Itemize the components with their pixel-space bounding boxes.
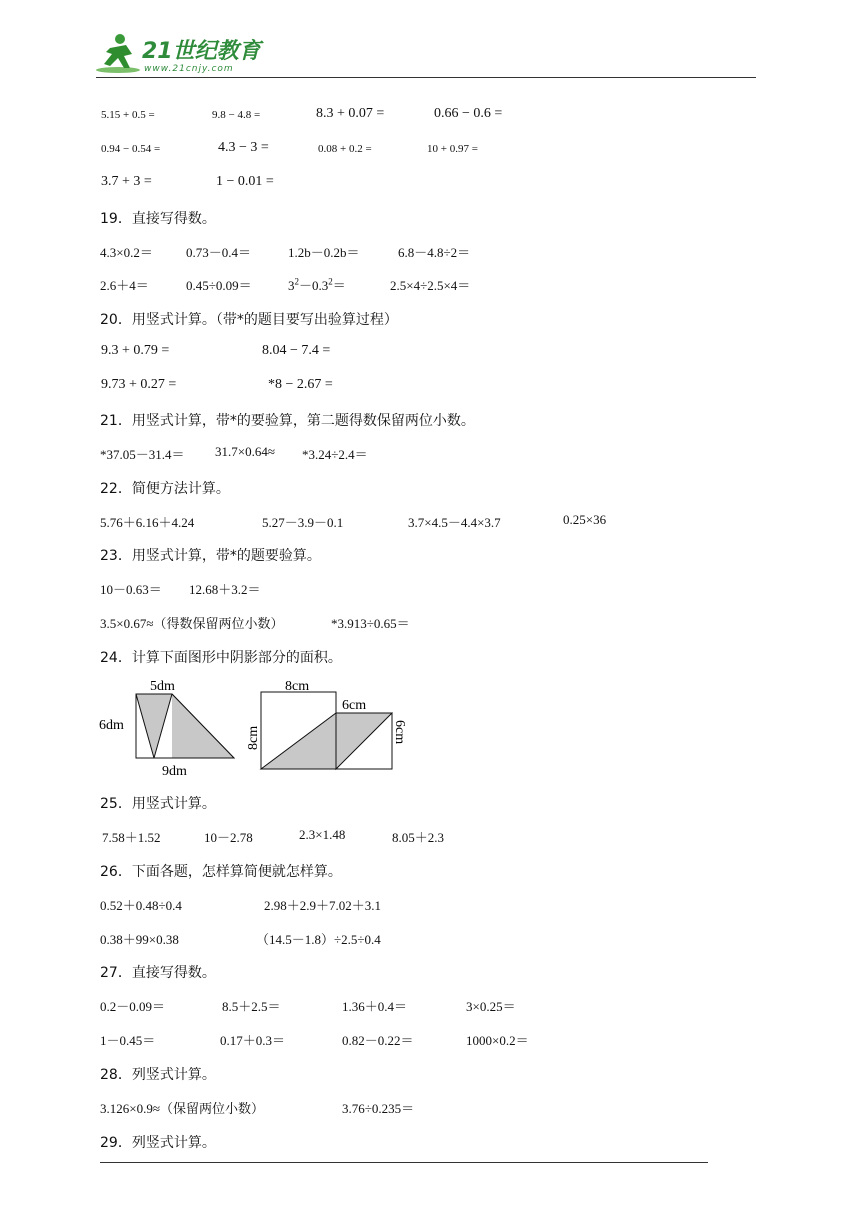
header-rule — [96, 77, 756, 78]
fig2-left-label: 8cm — [246, 725, 261, 750]
calc-item-power: $3^2-0.3^2=$ — [288, 276, 346, 293]
calc-item: 1.2b－0.2b＝ — [288, 245, 360, 260]
calc-item: 2.5×4÷2.5×4＝ — [390, 278, 471, 293]
calc-item: 8.3 + 0.07 = — [316, 106, 385, 121]
calc-item: 0.52＋0.48÷0.4 — [100, 898, 182, 913]
trapezoid-figure — [96, 674, 246, 782]
fig2-inner-label: 6cm — [342, 698, 367, 713]
fig2-top-label: 8cm — [285, 679, 310, 694]
calc-item: 0.94 − 0.54 = — [101, 143, 161, 155]
calc-item: 3.5×0.67≈（得数保留两位小数） — [100, 616, 284, 631]
calc-item: 0.2－0.09＝ — [100, 999, 166, 1014]
calc-item: *8 − 2.67 = — [268, 377, 333, 392]
calc-item: 4.3 − 3 = — [218, 140, 269, 155]
calc-item: 1000×0.2＝ — [466, 1033, 529, 1048]
calc-item: 5.76＋6.16＋4.24 — [100, 515, 195, 530]
calc-item: 1.36＋0.4＝ — [342, 999, 408, 1014]
calc-item: *3.913÷0.65＝ — [331, 616, 410, 631]
calc-item: 8.04 − 7.4 = — [262, 343, 331, 358]
calc-item: 2.98＋2.9＋7.02＋3.1 — [264, 898, 382, 913]
calc-item: 0.25×36 — [563, 512, 607, 527]
fig2-right-label: 6cm — [392, 720, 407, 745]
svg-text:21世纪教育: 21世纪教育 — [142, 39, 261, 64]
calc-item: 0.82－0.22＝ — [342, 1033, 414, 1048]
calc-item: 0.17＋0.3＝ — [220, 1033, 286, 1048]
calc-item: 4.3×0.2＝ — [100, 245, 153, 260]
calc-item: 8.5＋2.5＝ — [222, 999, 281, 1014]
calc-item: 10－2.78 — [204, 830, 253, 845]
calc-item: 3.7 + 3 = — [101, 174, 152, 189]
calc-item: 0.66 − 0.6 = — [434, 106, 503, 121]
question-26-title: 26．下面各题，怎样算简便就怎样算。 — [100, 864, 342, 880]
calc-item: 3.7×4.5－4.4×3.7 — [408, 515, 501, 530]
calc-item: 12.68＋3.2＝ — [189, 582, 261, 597]
calc-item: 8.05＋2.3 — [392, 830, 445, 845]
calc-item: 0.08 + 0.2 = — [318, 143, 372, 155]
page-header — [96, 30, 756, 80]
calc-item: 2.3×1.48 — [299, 827, 346, 842]
calc-item: 31.7×0.64≈ — [215, 444, 275, 459]
calc-item: 9.73 + 0.27 = — [101, 377, 177, 392]
fig1-top-label: 5dm — [150, 679, 175, 694]
question-25-title: 25．用竖式计算。 — [100, 796, 216, 812]
question-29-title: 29．列竖式计算。 — [100, 1135, 216, 1151]
calc-item: 5.27－3.9－0.1 — [262, 515, 344, 530]
logo-icon — [96, 30, 266, 76]
calc-item: 2.6＋4＝ — [100, 278, 149, 293]
calc-item: 9.8 − 4.8 = — [212, 109, 261, 121]
calc-item: 5.15 + 0.5 = — [101, 109, 155, 121]
question-24-title: 24．计算下面图形中阴影部分的面积。 — [100, 650, 342, 666]
calc-item: 3×0.25＝ — [466, 999, 516, 1014]
calc-item: *3.24÷2.4＝ — [302, 447, 368, 462]
calc-item: 1－0.45＝ — [100, 1033, 156, 1048]
calc-item: 9.3 + 0.79 = — [101, 343, 170, 358]
fig1-bottom-label: 9dm — [162, 764, 187, 779]
svg-text:www.21cnjy.com: www.21cnjy.com — [144, 64, 234, 74]
calc-item: 6.8－4.8÷2＝ — [398, 245, 471, 260]
calc-item: 3.126×0.9≈（保留两位小数） — [100, 1101, 264, 1116]
calc-item: （14.5－1.8）÷2.5÷0.4 — [256, 932, 381, 947]
calc-item: 0.73－0.4＝ — [186, 245, 252, 260]
question-21-title: 21．用竖式计算，带*的要验算，第二题得数保留两位小数。 — [100, 413, 475, 429]
question-20-title: 20．用竖式计算。（带*的题目要写出验算过程） — [100, 312, 398, 328]
question-19-title: 19．直接写得数。 — [100, 211, 216, 227]
fig1-left-label: 6dm — [99, 718, 124, 733]
calc-item: 0.38＋99×0.38 — [100, 932, 179, 947]
calc-item: 7.58＋1.52 — [102, 830, 161, 845]
calc-item: 0.45÷0.09＝ — [186, 278, 252, 293]
footer-rule — [100, 1162, 708, 1163]
calc-item: 10－0.63＝ — [100, 582, 162, 597]
question-22-title: 22．简便方法计算。 — [100, 481, 230, 497]
calc-item: 3.76÷0.235＝ — [342, 1101, 415, 1116]
question-28-title: 28．列竖式计算。 — [100, 1067, 216, 1083]
calc-item: 10 + 0.97 = — [427, 143, 478, 155]
rectangles-figure — [238, 674, 418, 774]
calc-item: 1 − 0.01 = — [216, 174, 274, 189]
question-27-title: 27．直接写得数。 — [100, 965, 216, 981]
calc-item: *37.05－31.4＝ — [100, 447, 185, 462]
question-23-title: 23．用竖式计算，带*的题要验算。 — [100, 548, 321, 564]
